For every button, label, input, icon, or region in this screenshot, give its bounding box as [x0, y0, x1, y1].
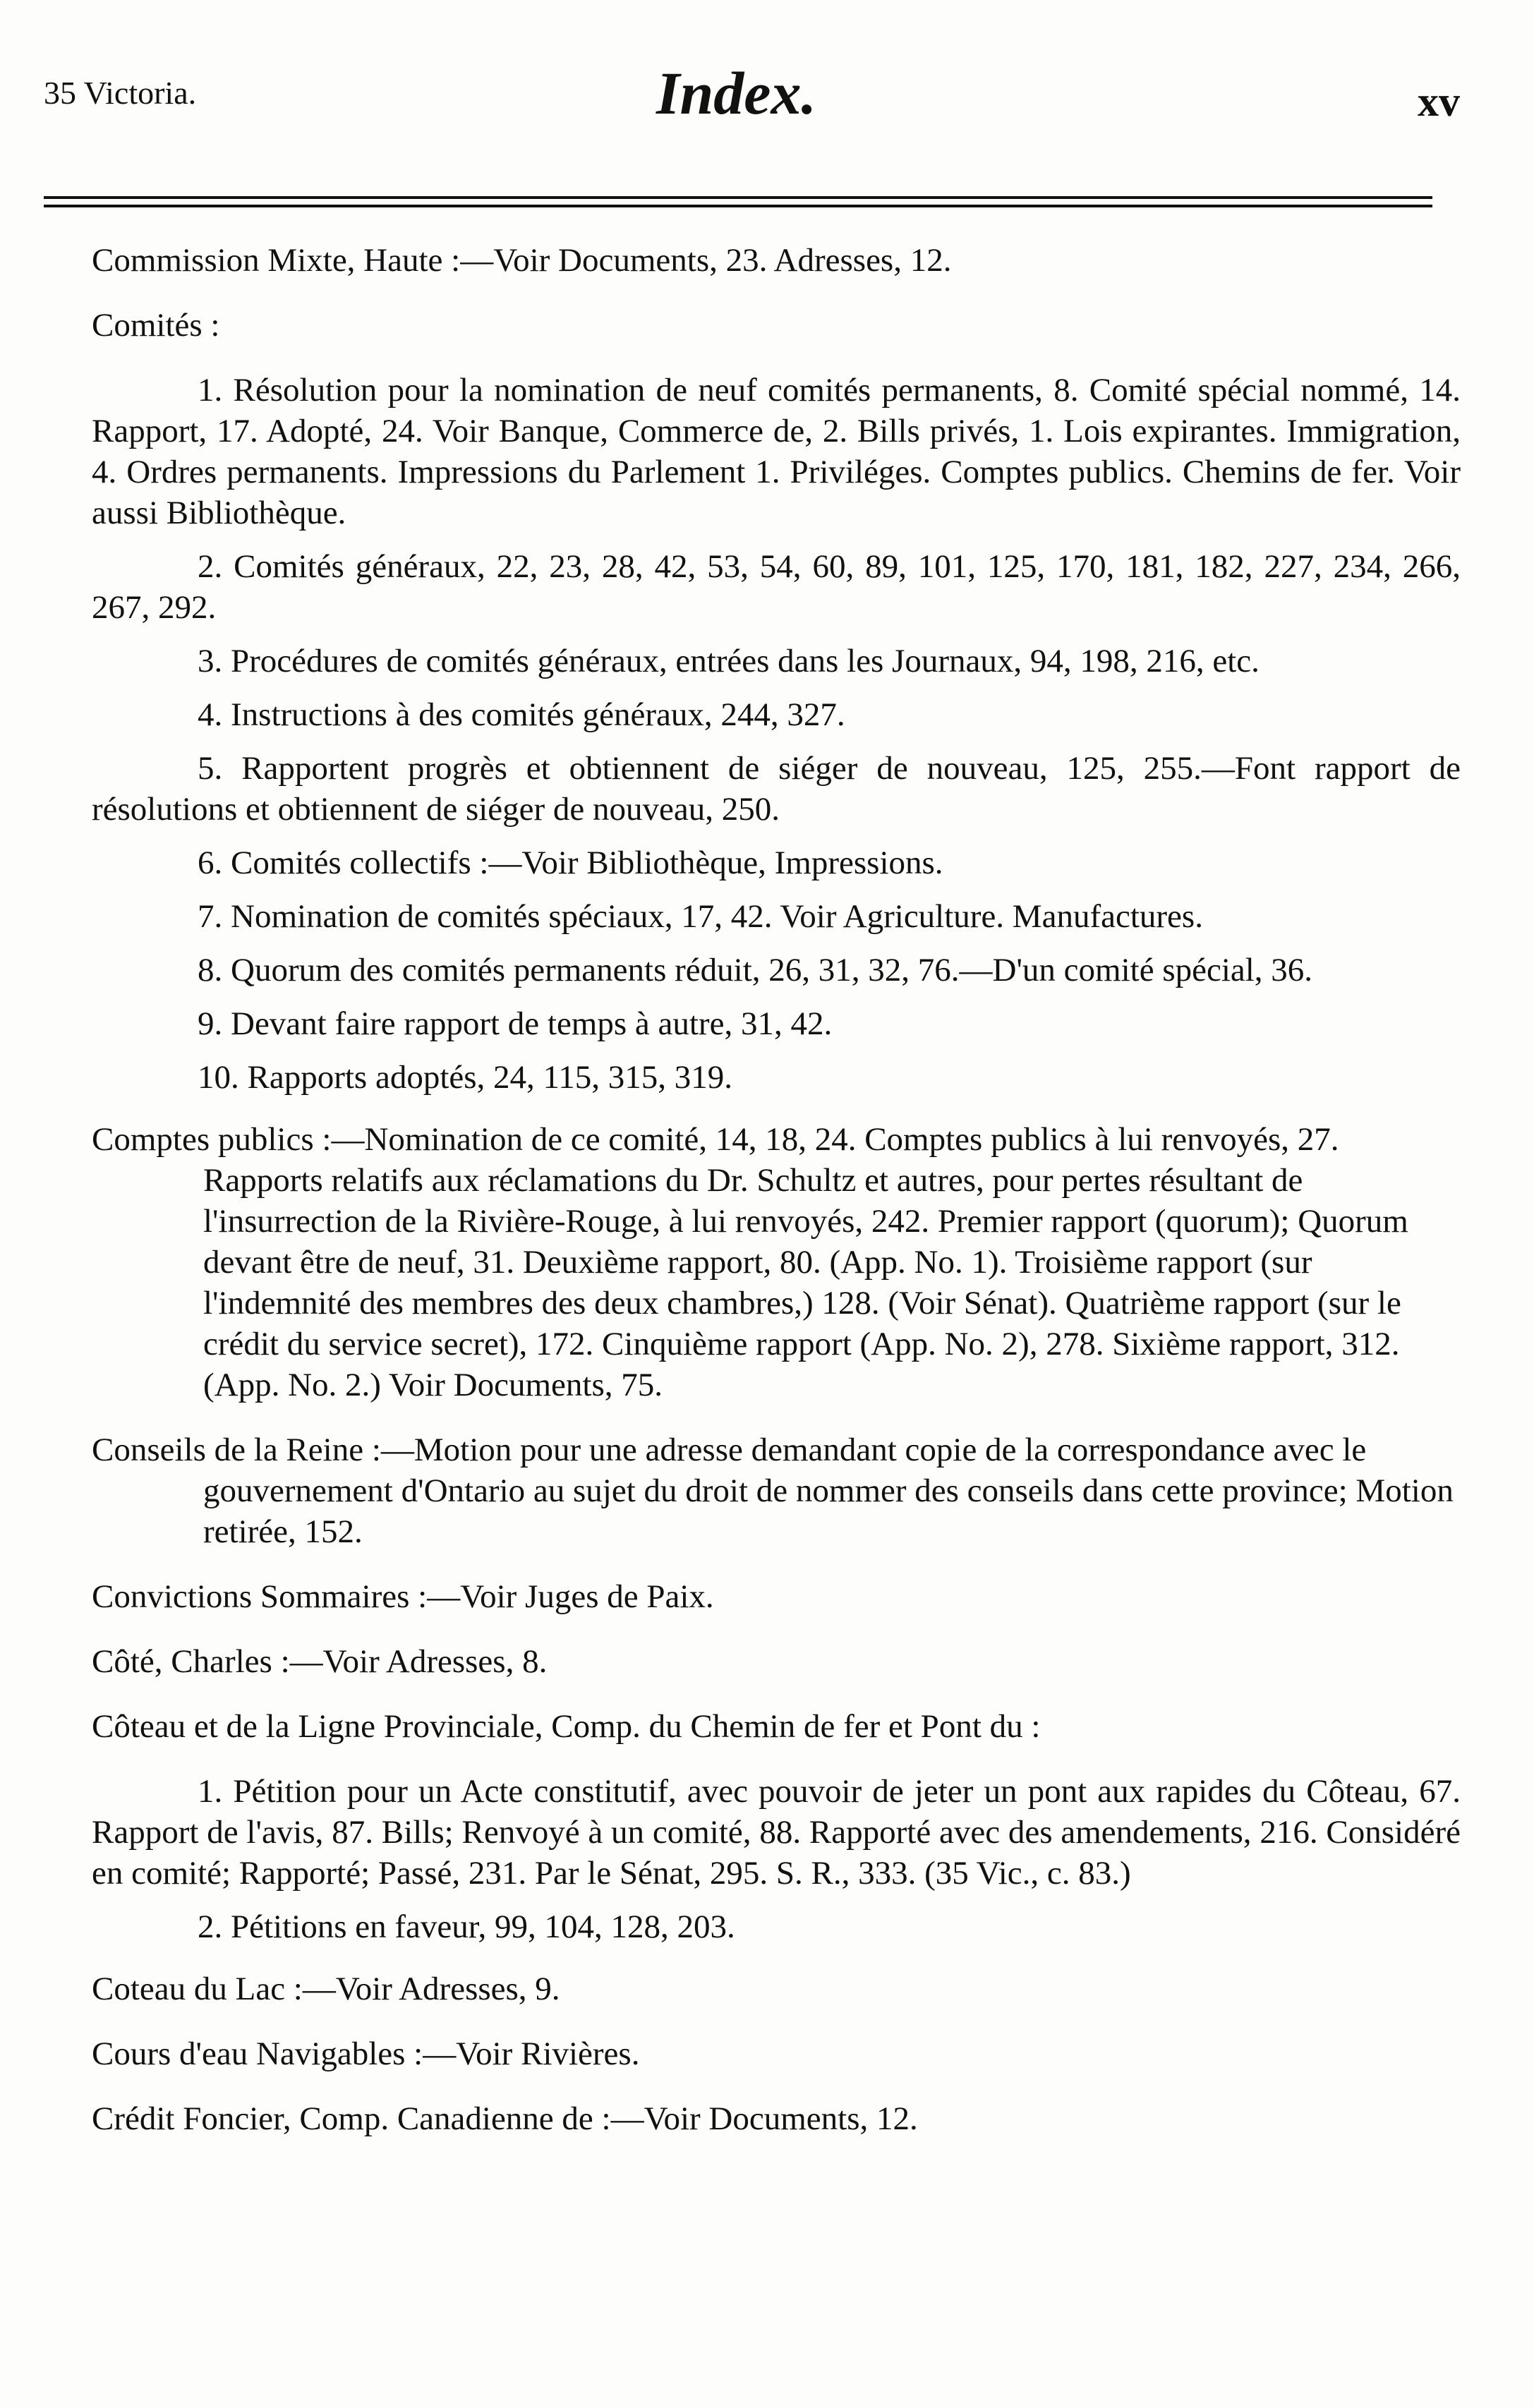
entry-comites-5: 5. Rapportent progrès et obtiennent de siéger de nouveau, 125, 255.—Font rapport de résolutions et obtiennent de siéger de nouveau, 250. — [92, 750, 1461, 828]
entry-comites-2: 2. Comités généraux, 22, 23, 28, 42, 53, 54, 60, 89, 101, 125, 170, 181, 182, 227, 234, 266, 267, 292. — [92, 548, 1461, 626]
entry-coteau-1: 1. Pétition pour un Acte constitutif, avec pouvoir de jeter un pont aux rapides du Côteau, 67. Rapport de l'avis, 87. Bills; Renvoyé à un comité, 88. Rapporté avec des amendements, 216. Considéré en comité; Rapporté; Passé, 231. Par le Sénat, 295. S. R., 333. (35 Vic., c. 83.) — [92, 1773, 1461, 1892]
entry-conseils-reine: Conseils de la Reine :—Motion pour une adresse demandant copie de la correspondance avec le gouvernement d'Ontario au sujet du droit de nommer des conseils dans cette province; Motion retirée, 152. — [92, 1432, 1454, 1550]
header-rule-top — [44, 196, 1432, 199]
header-rule-bottom — [44, 205, 1432, 207]
entry-comites-6: 6. Comités collectifs :—Voir Bibliothèque, Impressions. — [198, 845, 943, 881]
entry-comptes-publics: Comptes publics :—Nomination de ce comité, 14, 18, 24. Comptes publics à lui renvoyés, 27. Rapports relatifs aux réclamations du Dr. Schultz et autres, pour pertes résultant de l'insurrection de la Rivière-Rouge, à lui renvoyés, 242. Premier rapport (quorum); Quorum devant être de neuf, 31. Deuxième rapport, 80. (App. No. 1). Troisième rapport (sur l'indemnité des membres des deux chambres,) 128. (Voir Sénat). Quatrième rapport (sur le crédit du service secret), 172. Cinquième rapport (App. No. 2), 278. Sixième rapport, 312. (App. No. 2.) Voir Documents, 75. — [92, 1121, 1408, 1403]
entry-comites-heading: Comités : — [92, 307, 220, 344]
entry-comites-1: 1. Résolution pour la nomination de neuf comités permanents, 8. Comité spécial nommé, 14. Rapport, 17. Adopté, 24. Voir Banque, Commerce de, 2. Bills privés, 1. Lois expirantes. Immigration, 4. Ordres permanents. Impressions du Parlement 1. Priviléges. Comptes publics. Chemins de fer. Voir aussi Bibliothèque. — [92, 372, 1461, 531]
entry-comites-9: 9. Devant faire rapport de temps à autre, 31, 42. — [198, 1005, 833, 1042]
entry-comites-7: 7. Nomination de comités spéciaux, 17, 42. Voir Agriculture. Manufactures. — [198, 898, 1203, 935]
entry-comites-3: 3. Procédures de comités généraux, entrées dans les Journaux, 94, 198, 216, etc. — [198, 643, 1260, 679]
entry-cote-charles: Côté, Charles :—Voir Adresses, 8. — [92, 1643, 548, 1680]
entry-convictions: Convictions Sommaires :—Voir Juges de Paix. — [92, 1578, 714, 1615]
index-body — [92, 240, 1461, 2163]
entry-comites-10: 10. Rapports adoptés, 24, 115, 315, 319. — [198, 1059, 733, 1096]
volume-label: 35 Victoria. — [44, 75, 197, 111]
page-title: Index. — [656, 59, 816, 127]
entry-commission: Commission Mixte, Haute :—Voir Documents, 23. Adresses, 12. — [92, 242, 952, 279]
entry-cours-eau: Cours d'eau Navigables :—Voir Rivières. — [92, 2035, 640, 2072]
entry-coteau-lac: Coteau du Lac :—Voir Adresses, 9. — [92, 1971, 560, 2007]
entry-coteau-heading: Côteau et de la Ligne Provinciale, Comp. du Chemin de fer et Pont du : — [92, 1708, 1041, 1745]
entry-comites-4: 4. Instructions à des comités généraux, 244, 327. — [198, 696, 845, 733]
entry-coteau-2: 2. Pétitions en faveur, 99, 104, 128, 203. — [198, 1908, 735, 1945]
entry-credit-foncier: Crédit Foncier, Comp. Canadienne de :—Voir Documents, 12. — [92, 2100, 918, 2137]
page-number: xv — [1418, 78, 1460, 125]
entry-comites-8: 8. Quorum des comités permanents réduit, 26, 31, 32, 76.—D'un comité spécial, 36. — [198, 952, 1313, 988]
